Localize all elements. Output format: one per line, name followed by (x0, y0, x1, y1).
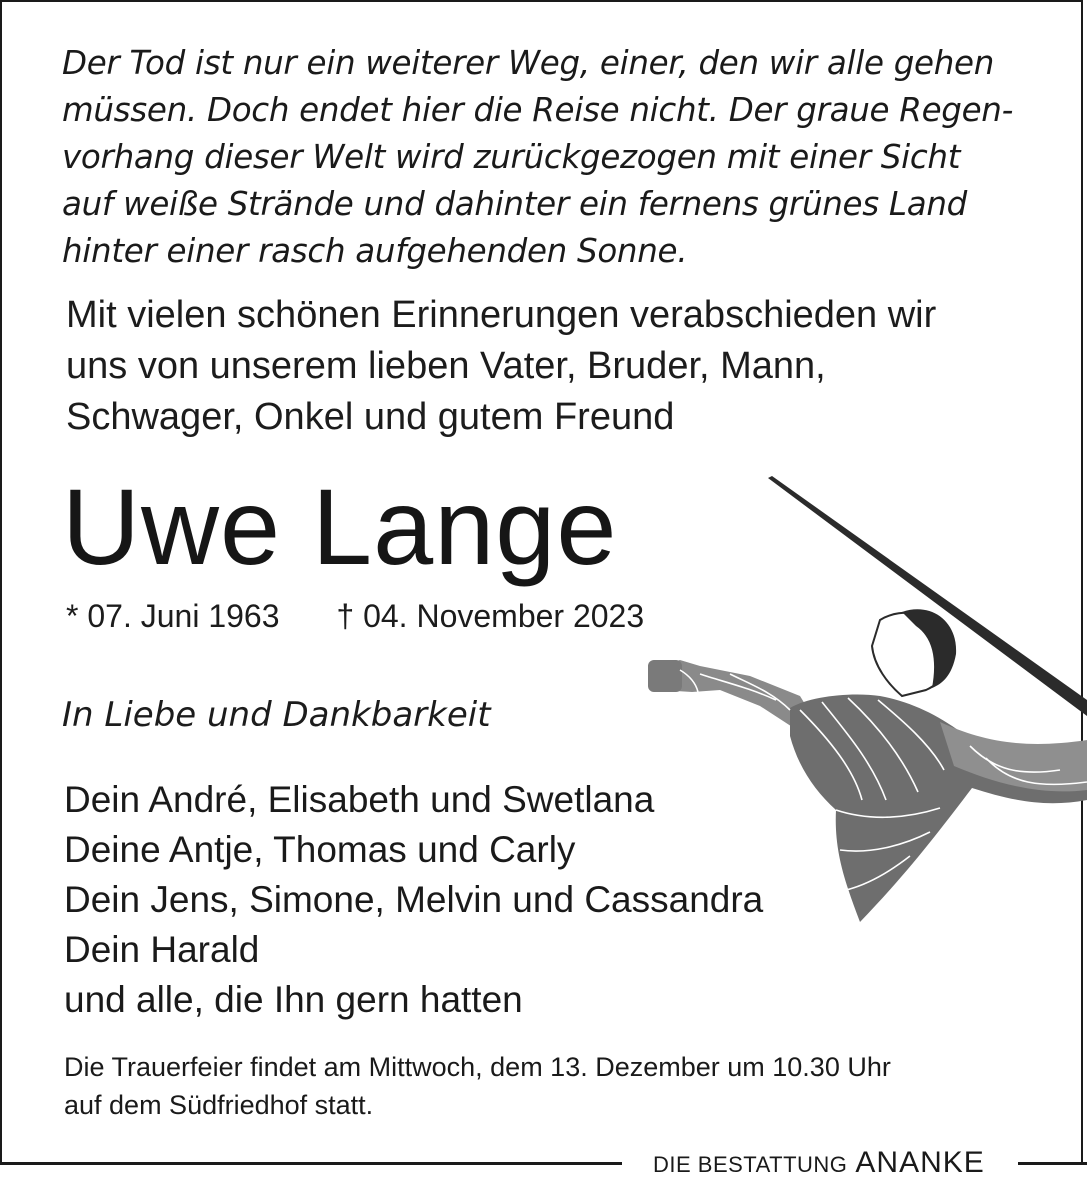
bottom-rule-right (1018, 1162, 1087, 1165)
birth-date: * 07. Juni 1963 (66, 598, 280, 634)
funeral-service-info: Die Trauerfeier findet am Mittwoch, dem 13. Dezember um 10.30 Uhr auf dem Südfriedhof statt. (64, 1052, 891, 1120)
gratitude-line: In Liebe und Dankbarkeit (62, 695, 491, 735)
mourner-line: Dein André, Elisabeth und Swetlana (64, 779, 655, 820)
mourner-line: und alle, die Ihn gern hatten (64, 979, 523, 1020)
mourner-line: Dein Harald (64, 929, 260, 970)
death-date: † 04. November 2023 (336, 598, 645, 634)
undertaker-prefix: DIE BESTATTUNG (653, 1152, 848, 1177)
mourner-line: Dein Jens, Simone, Melvin und Cassandra (64, 879, 764, 920)
mourners-list (64, 775, 763, 1025)
undertaker-signature (653, 1146, 985, 1182)
mourner-line: Deine Antje, Thomas und Carly (64, 829, 576, 870)
farewell-intro: Mit vielen schönen Erinnerungen verabschieden wir uns von unserem lieben Vater, Bruder, Mann, Schwager, Onkel und gutem Freund (66, 294, 937, 438)
life-dates (66, 596, 644, 636)
deceased-name: Uwe Lange (62, 466, 618, 587)
undertaker-brand-logo: ANANKE (855, 1146, 985, 1179)
fist-shape (648, 660, 682, 692)
memorial-quote: Der Tod ist nur ein weiterer Weg, einer, den wir alle gehen müssen. Doch endet hier die Reise nicht. Der graue Regen- vorhang dieser Welt wird zurückgezogen mit einer Sicht auf weiße Strände und dahinter ein fernens grünes Land hinter einer rasch aufgehenden Sonne. (62, 44, 1014, 270)
bottom-rule-left (0, 1162, 622, 1165)
